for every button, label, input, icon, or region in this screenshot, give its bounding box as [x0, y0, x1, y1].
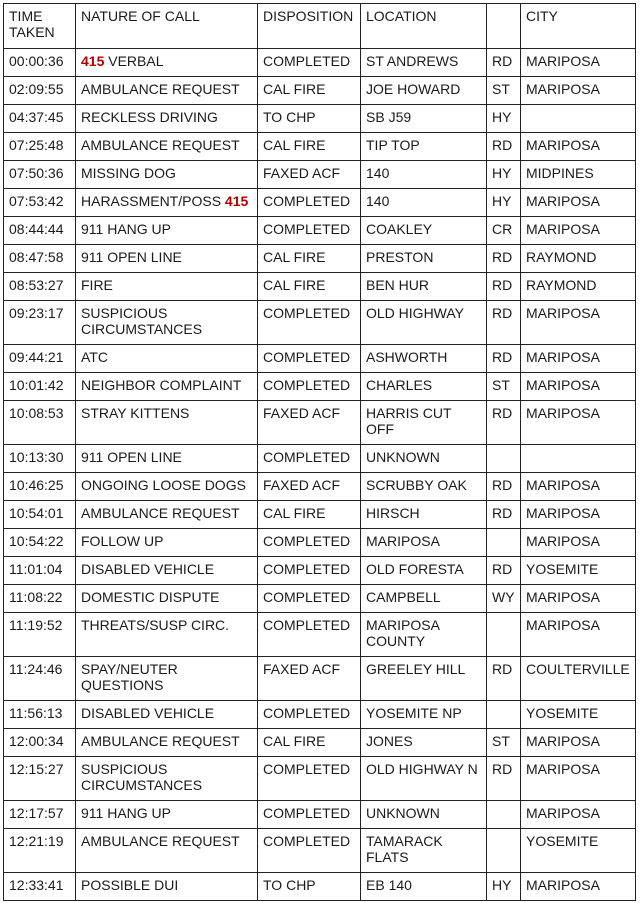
table-row	[4, 77, 636, 105]
time-cell: 04:37:45	[4, 105, 76, 133]
nature-text: SUSPICIOUS CIRCUMSTANCES	[81, 305, 203, 337]
city-cell: YOSEMITE	[521, 557, 636, 585]
city-cell: COULTERVILLE	[521, 657, 636, 701]
table-row	[4, 301, 636, 345]
disposition-cell: COMPLETED	[258, 529, 361, 557]
nature-text-suffix: VERBAL	[104, 53, 164, 69]
location-cell: GREELEY HILL	[361, 657, 487, 701]
nature-text: NEIGHBOR COMPLAINT	[81, 377, 242, 393]
penal-code-highlight: 415	[81, 53, 105, 69]
nature-text: POSSIBLE DUI	[81, 877, 179, 893]
disposition-cell: COMPLETED	[258, 373, 361, 401]
location-cell: SB J59	[361, 105, 487, 133]
time-cell: 12:21:19	[4, 829, 76, 873]
disposition-cell: COMPLETED	[258, 345, 361, 373]
road-suffix-cell: HY	[487, 161, 521, 189]
location-cell: ST ANDREWS	[361, 49, 487, 77]
nature-cell	[76, 701, 258, 729]
location-cell: OLD HIGHWAY	[361, 301, 487, 345]
city-cell: MARIPOSA	[521, 585, 636, 613]
nature-cell	[76, 757, 258, 801]
road-suffix-cell: ST	[487, 729, 521, 757]
table-row	[4, 217, 636, 245]
road-suffix-cell: RD	[487, 657, 521, 701]
disposition-cell: TO CHP	[258, 873, 361, 901]
nature-cell	[76, 585, 258, 613]
nature-cell	[76, 217, 258, 245]
time-cell: 10:54:22	[4, 529, 76, 557]
nature-cell	[76, 189, 258, 217]
nature-cell	[76, 557, 258, 585]
road-suffix-cell: RD	[487, 501, 521, 529]
table-row	[4, 801, 636, 829]
time-cell: 11:01:04	[4, 557, 76, 585]
nature-text: HARASSMENT/POSS	[81, 193, 225, 209]
table-row	[4, 501, 636, 529]
nature-text: AMBULANCE REQUEST	[81, 833, 240, 849]
nature-cell	[76, 373, 258, 401]
road-suffix-cell: RD	[487, 401, 521, 445]
road-suffix-cell: RD	[487, 557, 521, 585]
nature-cell	[76, 613, 258, 657]
time-cell: 11:56:13	[4, 701, 76, 729]
nature-cell	[76, 473, 258, 501]
road-suffix-cell: ST	[487, 77, 521, 105]
nature-text: 911 OPEN LINE	[81, 249, 182, 265]
location-cell: JONES	[361, 729, 487, 757]
road-suffix-cell	[487, 613, 521, 657]
nature-text: STRAY KITTENS	[81, 405, 190, 421]
table-row	[4, 345, 636, 373]
header-city: CITY	[521, 4, 636, 49]
city-cell: MARIPOSA	[521, 501, 636, 529]
location-cell: JOE HOWARD	[361, 77, 487, 105]
city-cell: MARIPOSA	[521, 345, 636, 373]
time-cell: 08:44:44	[4, 217, 76, 245]
disposition-cell: COMPLETED	[258, 49, 361, 77]
city-cell: MARIPOSA	[521, 729, 636, 757]
location-cell: COAKLEY	[361, 217, 487, 245]
disposition-cell: COMPLETED	[258, 757, 361, 801]
location-cell: OLD FORESTA	[361, 557, 487, 585]
disposition-cell: COMPLETED	[258, 445, 361, 473]
table-row	[4, 401, 636, 445]
time-cell: 00:00:36	[4, 49, 76, 77]
nature-cell	[76, 105, 258, 133]
location-cell: TIP TOP	[361, 133, 487, 161]
nature-cell	[76, 529, 258, 557]
city-cell: MARIPOSA	[521, 473, 636, 501]
road-suffix-cell: RD	[487, 273, 521, 301]
time-cell: 12:15:27	[4, 757, 76, 801]
disposition-cell: TO CHP	[258, 105, 361, 133]
disposition-cell: COMPLETED	[258, 217, 361, 245]
nature-text: 911 HANG UP	[81, 221, 171, 237]
nature-text: AMBULANCE REQUEST	[81, 137, 240, 153]
time-cell: 08:53:27	[4, 273, 76, 301]
call-log-table	[3, 3, 636, 901]
city-cell: MARIPOSA	[521, 873, 636, 901]
city-cell: MARIPOSA	[521, 301, 636, 345]
disposition-cell: COMPLETED	[258, 557, 361, 585]
location-cell: HIRSCH	[361, 501, 487, 529]
table-row	[4, 701, 636, 729]
nature-cell	[76, 161, 258, 189]
nature-text: AMBULANCE REQUEST	[81, 81, 240, 97]
nature-text: DISABLED VEHICLE	[81, 705, 215, 721]
nature-text: SPAY/NEUTER QUESTIONS	[81, 661, 182, 693]
disposition-cell: FAXED ACF	[258, 473, 361, 501]
nature-text: SUSPICIOUS CIRCUMSTANCES	[81, 761, 203, 793]
nature-cell	[76, 133, 258, 161]
header-suffix	[487, 4, 521, 49]
location-cell: 140	[361, 161, 487, 189]
table-row	[4, 873, 636, 901]
disposition-cell: COMPLETED	[258, 189, 361, 217]
location-cell: MARIPOSA COUNTY	[361, 613, 487, 657]
time-cell: 07:50:36	[4, 161, 76, 189]
road-suffix-cell	[487, 829, 521, 873]
time-cell: 10:46:25	[4, 473, 76, 501]
city-cell: MARIPOSA	[521, 373, 636, 401]
location-cell: EB 140	[361, 873, 487, 901]
table-row	[4, 613, 636, 657]
location-cell: CHARLES	[361, 373, 487, 401]
nature-text: MISSING DOG	[81, 165, 176, 181]
disposition-cell: COMPLETED	[258, 585, 361, 613]
road-suffix-cell: HY	[487, 189, 521, 217]
time-cell: 10:08:53	[4, 401, 76, 445]
nature-text: ONGOING LOOSE DOGS	[81, 477, 246, 493]
table-row	[4, 373, 636, 401]
table-row	[4, 473, 636, 501]
location-cell: YOSEMITE NP	[361, 701, 487, 729]
city-cell: MARIPOSA	[521, 77, 636, 105]
table-row	[4, 529, 636, 557]
table-row	[4, 557, 636, 585]
city-cell: MARIPOSA	[521, 529, 636, 557]
nature-cell	[76, 829, 258, 873]
disposition-cell: COMPLETED	[258, 301, 361, 345]
header-row	[4, 4, 636, 49]
time-cell: 12:17:57	[4, 801, 76, 829]
table-row	[4, 189, 636, 217]
road-suffix-cell: HY	[487, 105, 521, 133]
road-suffix-cell: HY	[487, 873, 521, 901]
time-cell: 08:47:58	[4, 245, 76, 273]
road-suffix-cell: RD	[487, 301, 521, 345]
table-row	[4, 245, 636, 273]
time-cell: 02:09:55	[4, 77, 76, 105]
nature-cell	[76, 273, 258, 301]
table-row	[4, 161, 636, 189]
nature-cell	[76, 657, 258, 701]
location-cell: CAMPBELL	[361, 585, 487, 613]
disposition-cell: CAL FIRE	[258, 133, 361, 161]
road-suffix-cell	[487, 529, 521, 557]
nature-cell	[76, 401, 258, 445]
time-cell: 12:33:41	[4, 873, 76, 901]
header-disposition: DISPOSITION	[258, 4, 361, 49]
city-cell: MARIPOSA	[521, 801, 636, 829]
location-cell: TAMARACK FLATS	[361, 829, 487, 873]
time-cell: 07:25:48	[4, 133, 76, 161]
nature-text: 911 OPEN LINE	[81, 449, 182, 465]
table-row	[4, 585, 636, 613]
nature-cell	[76, 49, 258, 77]
disposition-cell: CAL FIRE	[258, 273, 361, 301]
call-log-body	[4, 49, 636, 901]
city-cell: MARIPOSA	[521, 613, 636, 657]
table-row	[4, 757, 636, 801]
nature-text: 911 HANG UP	[81, 805, 171, 821]
time-cell: 09:44:21	[4, 345, 76, 373]
nature-cell	[76, 445, 258, 473]
table-row	[4, 829, 636, 873]
city-cell	[521, 105, 636, 133]
time-cell: 07:53:42	[4, 189, 76, 217]
city-cell: MARIPOSA	[521, 401, 636, 445]
header-location: LOCATION	[361, 4, 487, 49]
city-cell: RAYMOND	[521, 273, 636, 301]
disposition-cell: CAL FIRE	[258, 729, 361, 757]
city-cell: MARIPOSA	[521, 133, 636, 161]
road-suffix-cell: RD	[487, 345, 521, 373]
location-cell: MARIPOSA	[361, 529, 487, 557]
road-suffix-cell: WY	[487, 585, 521, 613]
header-nature: NATURE OF CALL	[76, 4, 258, 49]
nature-cell	[76, 873, 258, 901]
table-row	[4, 49, 636, 77]
nature-cell	[76, 501, 258, 529]
nature-text: ATC	[81, 349, 108, 365]
nature-text: THREATS/SUSP CIRC.	[81, 617, 230, 633]
disposition-cell: COMPLETED	[258, 701, 361, 729]
disposition-cell: CAL FIRE	[258, 245, 361, 273]
time-cell: 11:24:46	[4, 657, 76, 701]
time-cell: 12:00:34	[4, 729, 76, 757]
table-row	[4, 105, 636, 133]
time-cell: 10:13:30	[4, 445, 76, 473]
nature-text: AMBULANCE REQUEST	[81, 733, 240, 749]
table-row	[4, 445, 636, 473]
city-cell: MIDPINES	[521, 161, 636, 189]
city-cell: MARIPOSA	[521, 757, 636, 801]
nature-cell	[76, 729, 258, 757]
table-row	[4, 273, 636, 301]
city-cell: MARIPOSA	[521, 49, 636, 77]
time-cell: 11:19:52	[4, 613, 76, 657]
location-cell: HARRIS CUT OFF	[361, 401, 487, 445]
location-cell: UNKNOWN	[361, 445, 487, 473]
road-suffix-cell: RD	[487, 473, 521, 501]
table-row	[4, 657, 636, 701]
city-cell: MARIPOSA	[521, 217, 636, 245]
location-cell: BEN HUR	[361, 273, 487, 301]
disposition-cell: CAL FIRE	[258, 501, 361, 529]
nature-cell	[76, 245, 258, 273]
penal-code-highlight: 415	[224, 193, 249, 209]
nature-cell	[76, 345, 258, 373]
time-cell: 10:54:01	[4, 501, 76, 529]
road-suffix-cell: CR	[487, 217, 521, 245]
disposition-cell: CAL FIRE	[258, 77, 361, 105]
road-suffix-cell	[487, 701, 521, 729]
location-cell: ASHWORTH	[361, 345, 487, 373]
nature-cell	[76, 801, 258, 829]
road-suffix-cell: RD	[487, 49, 521, 77]
location-cell: UNKNOWN	[361, 801, 487, 829]
time-cell: 10:01:42	[4, 373, 76, 401]
nature-text: AMBULANCE REQUEST	[81, 505, 240, 521]
road-suffix-cell: RD	[487, 245, 521, 273]
road-suffix-cell: ST	[487, 373, 521, 401]
nature-text: FIRE	[81, 277, 113, 293]
road-suffix-cell: RD	[487, 133, 521, 161]
city-cell: YOSEMITE	[521, 829, 636, 873]
time-cell: 11:08:22	[4, 585, 76, 613]
disposition-cell: COMPLETED	[258, 613, 361, 657]
nature-text: RECKLESS DRIVING	[81, 109, 218, 125]
road-suffix-cell	[487, 801, 521, 829]
disposition-cell: COMPLETED	[258, 801, 361, 829]
road-suffix-cell: RD	[487, 757, 521, 801]
nature-text: FOLLOW UP	[81, 533, 164, 549]
disposition-cell: COMPLETED	[258, 829, 361, 873]
nature-text: DOMESTIC DISPUTE	[81, 589, 220, 605]
disposition-cell: FAXED ACF	[258, 401, 361, 445]
location-cell: PRESTON	[361, 245, 487, 273]
location-cell: SCRUBBY OAK	[361, 473, 487, 501]
city-cell: YOSEMITE	[521, 701, 636, 729]
nature-cell	[76, 301, 258, 345]
nature-text: DISABLED VEHICLE	[81, 561, 215, 577]
disposition-cell: FAXED ACF	[258, 161, 361, 189]
road-suffix-cell	[487, 445, 521, 473]
time-cell: 09:23:17	[4, 301, 76, 345]
table-row	[4, 729, 636, 757]
location-cell: OLD HIGHWAY N	[361, 757, 487, 801]
header-time: TIME TAKEN	[4, 4, 76, 49]
nature-cell	[76, 77, 258, 105]
city-cell: RAYMOND	[521, 245, 636, 273]
city-cell	[521, 445, 636, 473]
disposition-cell: FAXED ACF	[258, 657, 361, 701]
location-cell: 140	[361, 189, 487, 217]
city-cell: MARIPOSA	[521, 189, 636, 217]
table-row	[4, 133, 636, 161]
